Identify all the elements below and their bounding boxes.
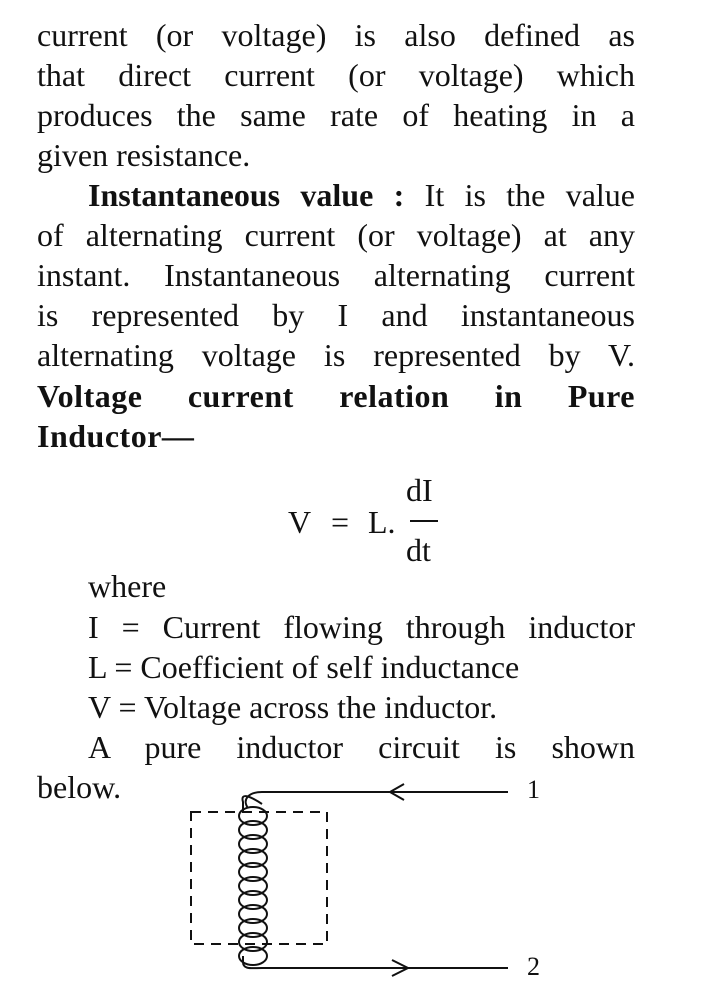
formula-lhs: V (288, 504, 312, 540)
section-heading-continued: Inductor— (37, 418, 195, 454)
definition-item: L = Coefficient of self inductance (88, 649, 520, 685)
paragraph-line: produces the same rate of heating in a (37, 97, 635, 133)
circuit-intro-line: below. (37, 769, 122, 805)
instantaneous-first-line-text: It is the value (404, 177, 635, 213)
inductor-coil-icon (239, 807, 267, 965)
formula-denominator: dt (406, 532, 431, 568)
wire-terminal-1 (242, 792, 508, 812)
paragraph-line: given resistance. (37, 137, 251, 173)
paragraph-line: is represented by I and instantaneous (37, 297, 635, 333)
where-label: where (88, 568, 167, 604)
circuit-intro-line: A pure inductor circuit is shown (88, 729, 635, 765)
formula-numerator: dI (406, 472, 433, 508)
paragraph-line: of alternating current (or voltage) at any (37, 217, 635, 253)
section-heading: Voltage current relation in Pure (37, 378, 635, 414)
paragraph-line: current (or voltage) is also defined as (37, 17, 635, 53)
formula-equals: = (331, 504, 350, 540)
definition-item: I = Current flowing through inductor (88, 609, 635, 645)
formula-coefficient: L. (368, 504, 396, 540)
terminal-2-label: 2 (527, 952, 540, 981)
terminal-1-label: 1 (527, 775, 540, 804)
paragraph-line: instant. Instantaneous alternating current (37, 257, 635, 293)
definition-item: V = Voltage across the inductor. (88, 689, 498, 725)
paragraph-line: that direct current (or voltage) which (37, 57, 635, 93)
wire-terminal-2 (243, 956, 508, 968)
paragraph-line: alternating voltage is represented by V. (37, 337, 635, 373)
instantaneous-term: Instantaneous value : (88, 177, 405, 213)
